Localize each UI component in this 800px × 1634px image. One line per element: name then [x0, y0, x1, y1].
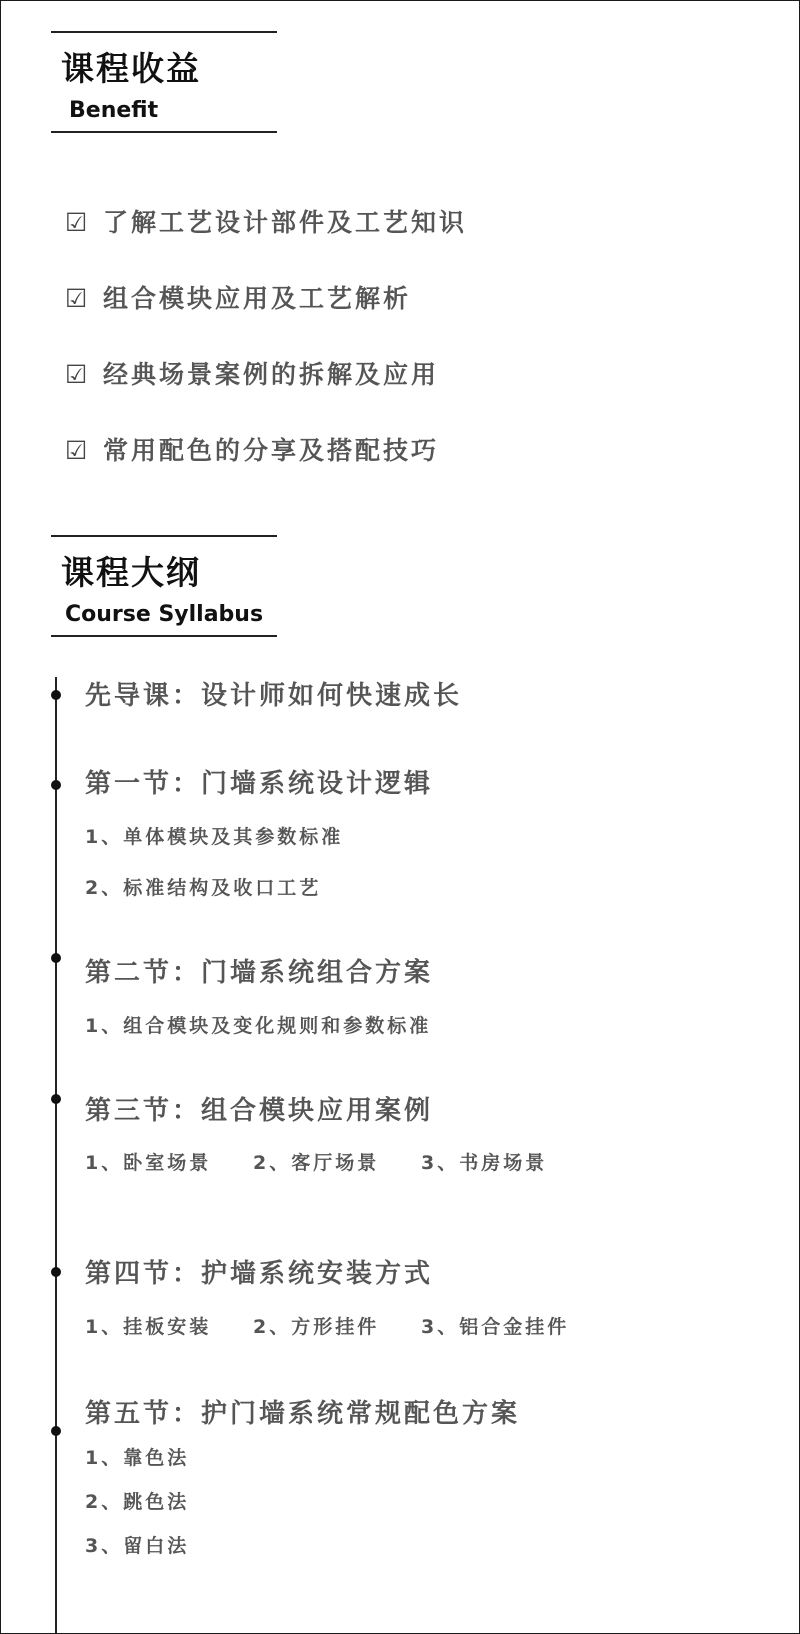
- benefit-item: [65, 431, 439, 471]
- lesson-subitem: 1、卧室场景: [85, 1152, 212, 1174]
- timeline-dot: [51, 1426, 61, 1436]
- checkbox-icon: ☑: [65, 208, 88, 237]
- lesson-title: 先导课：设计师如何快速成长: [85, 681, 463, 711]
- benefit-title-en: Benefit: [69, 98, 159, 123]
- header-top-rule: [51, 535, 277, 537]
- benefit-item-text: 了解工艺设计部件及工艺知识: [103, 208, 468, 237]
- benefit-title-zh: 课程收益: [61, 49, 201, 88]
- lesson-subitem: 3、书房场景: [421, 1152, 548, 1174]
- timeline-dot: [51, 780, 61, 790]
- lesson-title: 第五节：护门墙系统常规配色方案: [85, 1399, 521, 1429]
- lesson-subitem: 1、挂板安装: [85, 1316, 212, 1338]
- checkbox-icon: ☑: [65, 360, 88, 389]
- timeline-dot: [51, 1094, 61, 1104]
- benefit-item: [65, 279, 411, 319]
- lesson-subitem: 2、标准结构及收口工艺: [85, 877, 322, 899]
- syllabus-header: [51, 535, 277, 637]
- lesson-subitem: 1、单体模块及其参数标准: [85, 826, 344, 848]
- syllabus-title-en: Course Syllabus: [65, 602, 264, 627]
- header-bottom-rule: [51, 131, 277, 133]
- checkbox-icon: ☑: [65, 284, 88, 313]
- benefit-item: [65, 203, 467, 243]
- lesson-subitem: 2、客厅场景: [253, 1152, 380, 1174]
- benefit-item-text: 组合模块应用及工艺解析: [103, 284, 412, 313]
- timeline-dot: [51, 690, 61, 700]
- checkbox-icon: ☑: [65, 436, 88, 465]
- timeline-dot: [51, 1267, 61, 1277]
- benefit-header: [51, 31, 277, 133]
- timeline-line: [55, 677, 57, 1634]
- lesson-subitem: 3、留白法: [85, 1535, 190, 1557]
- benefit-item: [65, 355, 439, 395]
- lesson-title: 第二节：门墙系统组合方案: [85, 958, 434, 988]
- lesson-title: 第四节：护墙系统安装方式: [85, 1259, 434, 1289]
- lesson-subitem: 2、方形挂件: [253, 1316, 380, 1338]
- benefit-item-text: 经典场景案例的拆解及应用: [103, 360, 440, 389]
- header-bottom-rule: [51, 635, 277, 637]
- lesson-title: 第一节：门墙系统设计逻辑: [85, 769, 434, 799]
- lesson-subitem: 1、组合模块及变化规则和参数标准: [85, 1015, 432, 1037]
- benefit-item-text: 常用配色的分享及搭配技巧: [103, 436, 440, 465]
- timeline-dot: [51, 953, 61, 963]
- lesson-subitem: 3、铝合金挂件: [421, 1316, 570, 1338]
- lesson-title: 第三节：组合模块应用案例: [85, 1096, 434, 1126]
- lesson-subitem: 2、跳色法: [85, 1491, 190, 1513]
- header-top-rule: [51, 31, 277, 33]
- syllabus-title-zh: 课程大纲: [61, 553, 201, 592]
- lesson-subitem: 1、靠色法: [85, 1447, 190, 1469]
